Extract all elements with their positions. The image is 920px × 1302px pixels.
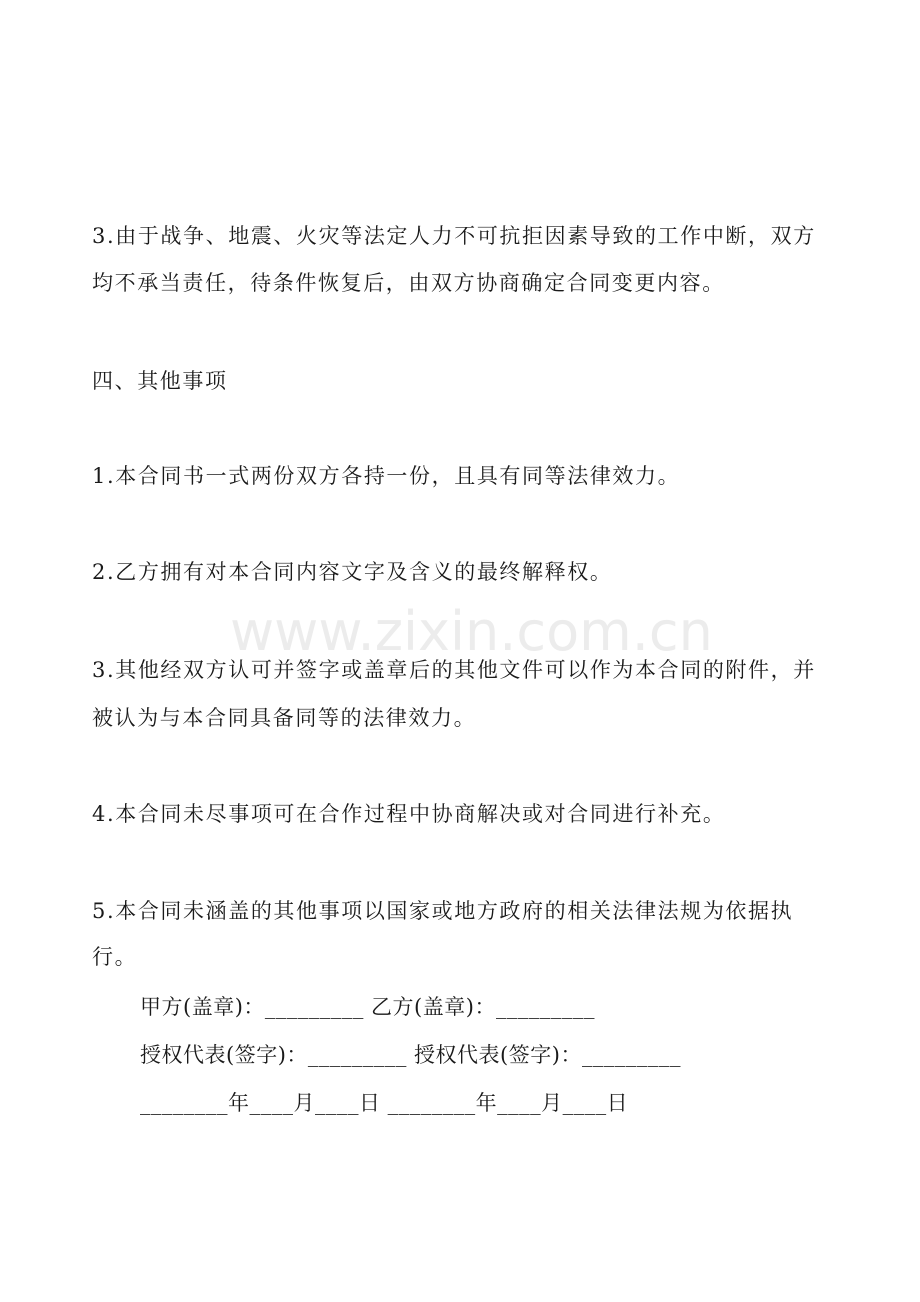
signature-representative-line: 授权代表(签字)：_________ 授权代表(签字)：_________	[140, 1043, 681, 1067]
section-4-heading: 四、其他事项	[92, 369, 228, 393]
clause-3-line-2: 均不承当责任，待条件恢复后，由双方协商确定合同变更内容。	[92, 271, 725, 295]
item-2: 2.乙方拥有对本合同内容文字及含义的最终解释权。	[92, 560, 613, 584]
watermark: www.zixin.com.cn	[230, 600, 713, 663]
item-4: 4.本合同未尽事项可在合作过程中协商解决或对合同进行补充。	[92, 802, 726, 826]
item-3-line-2: 被认为与本合同具备同等的法律效力。	[92, 706, 477, 730]
clause-3-line-1: 3.由于战争、地震、火灾等法定人力不可抗拒因素导致的工作中断，双方	[92, 224, 816, 248]
item-5-line-2: 行。	[92, 945, 138, 969]
item-5-line-1: 5.本合同未涵盖的其他事项以国家或地方政府的相关法律法规为依据执	[92, 899, 794, 923]
item-3-line-1: 3.其他经双方认可并签字或盖章后的其他文件可以作为本合同的附件，并	[92, 658, 816, 682]
signature-seal-line: 甲方(盖章)：_________ 乙方(盖章)：_________	[140, 995, 595, 1019]
item-1: 1.本合同书一式两份双方各持一份，且具有同等法律效力。	[92, 464, 681, 488]
signature-date-line: ________年____月____日 ________年____月____日	[140, 1091, 629, 1115]
